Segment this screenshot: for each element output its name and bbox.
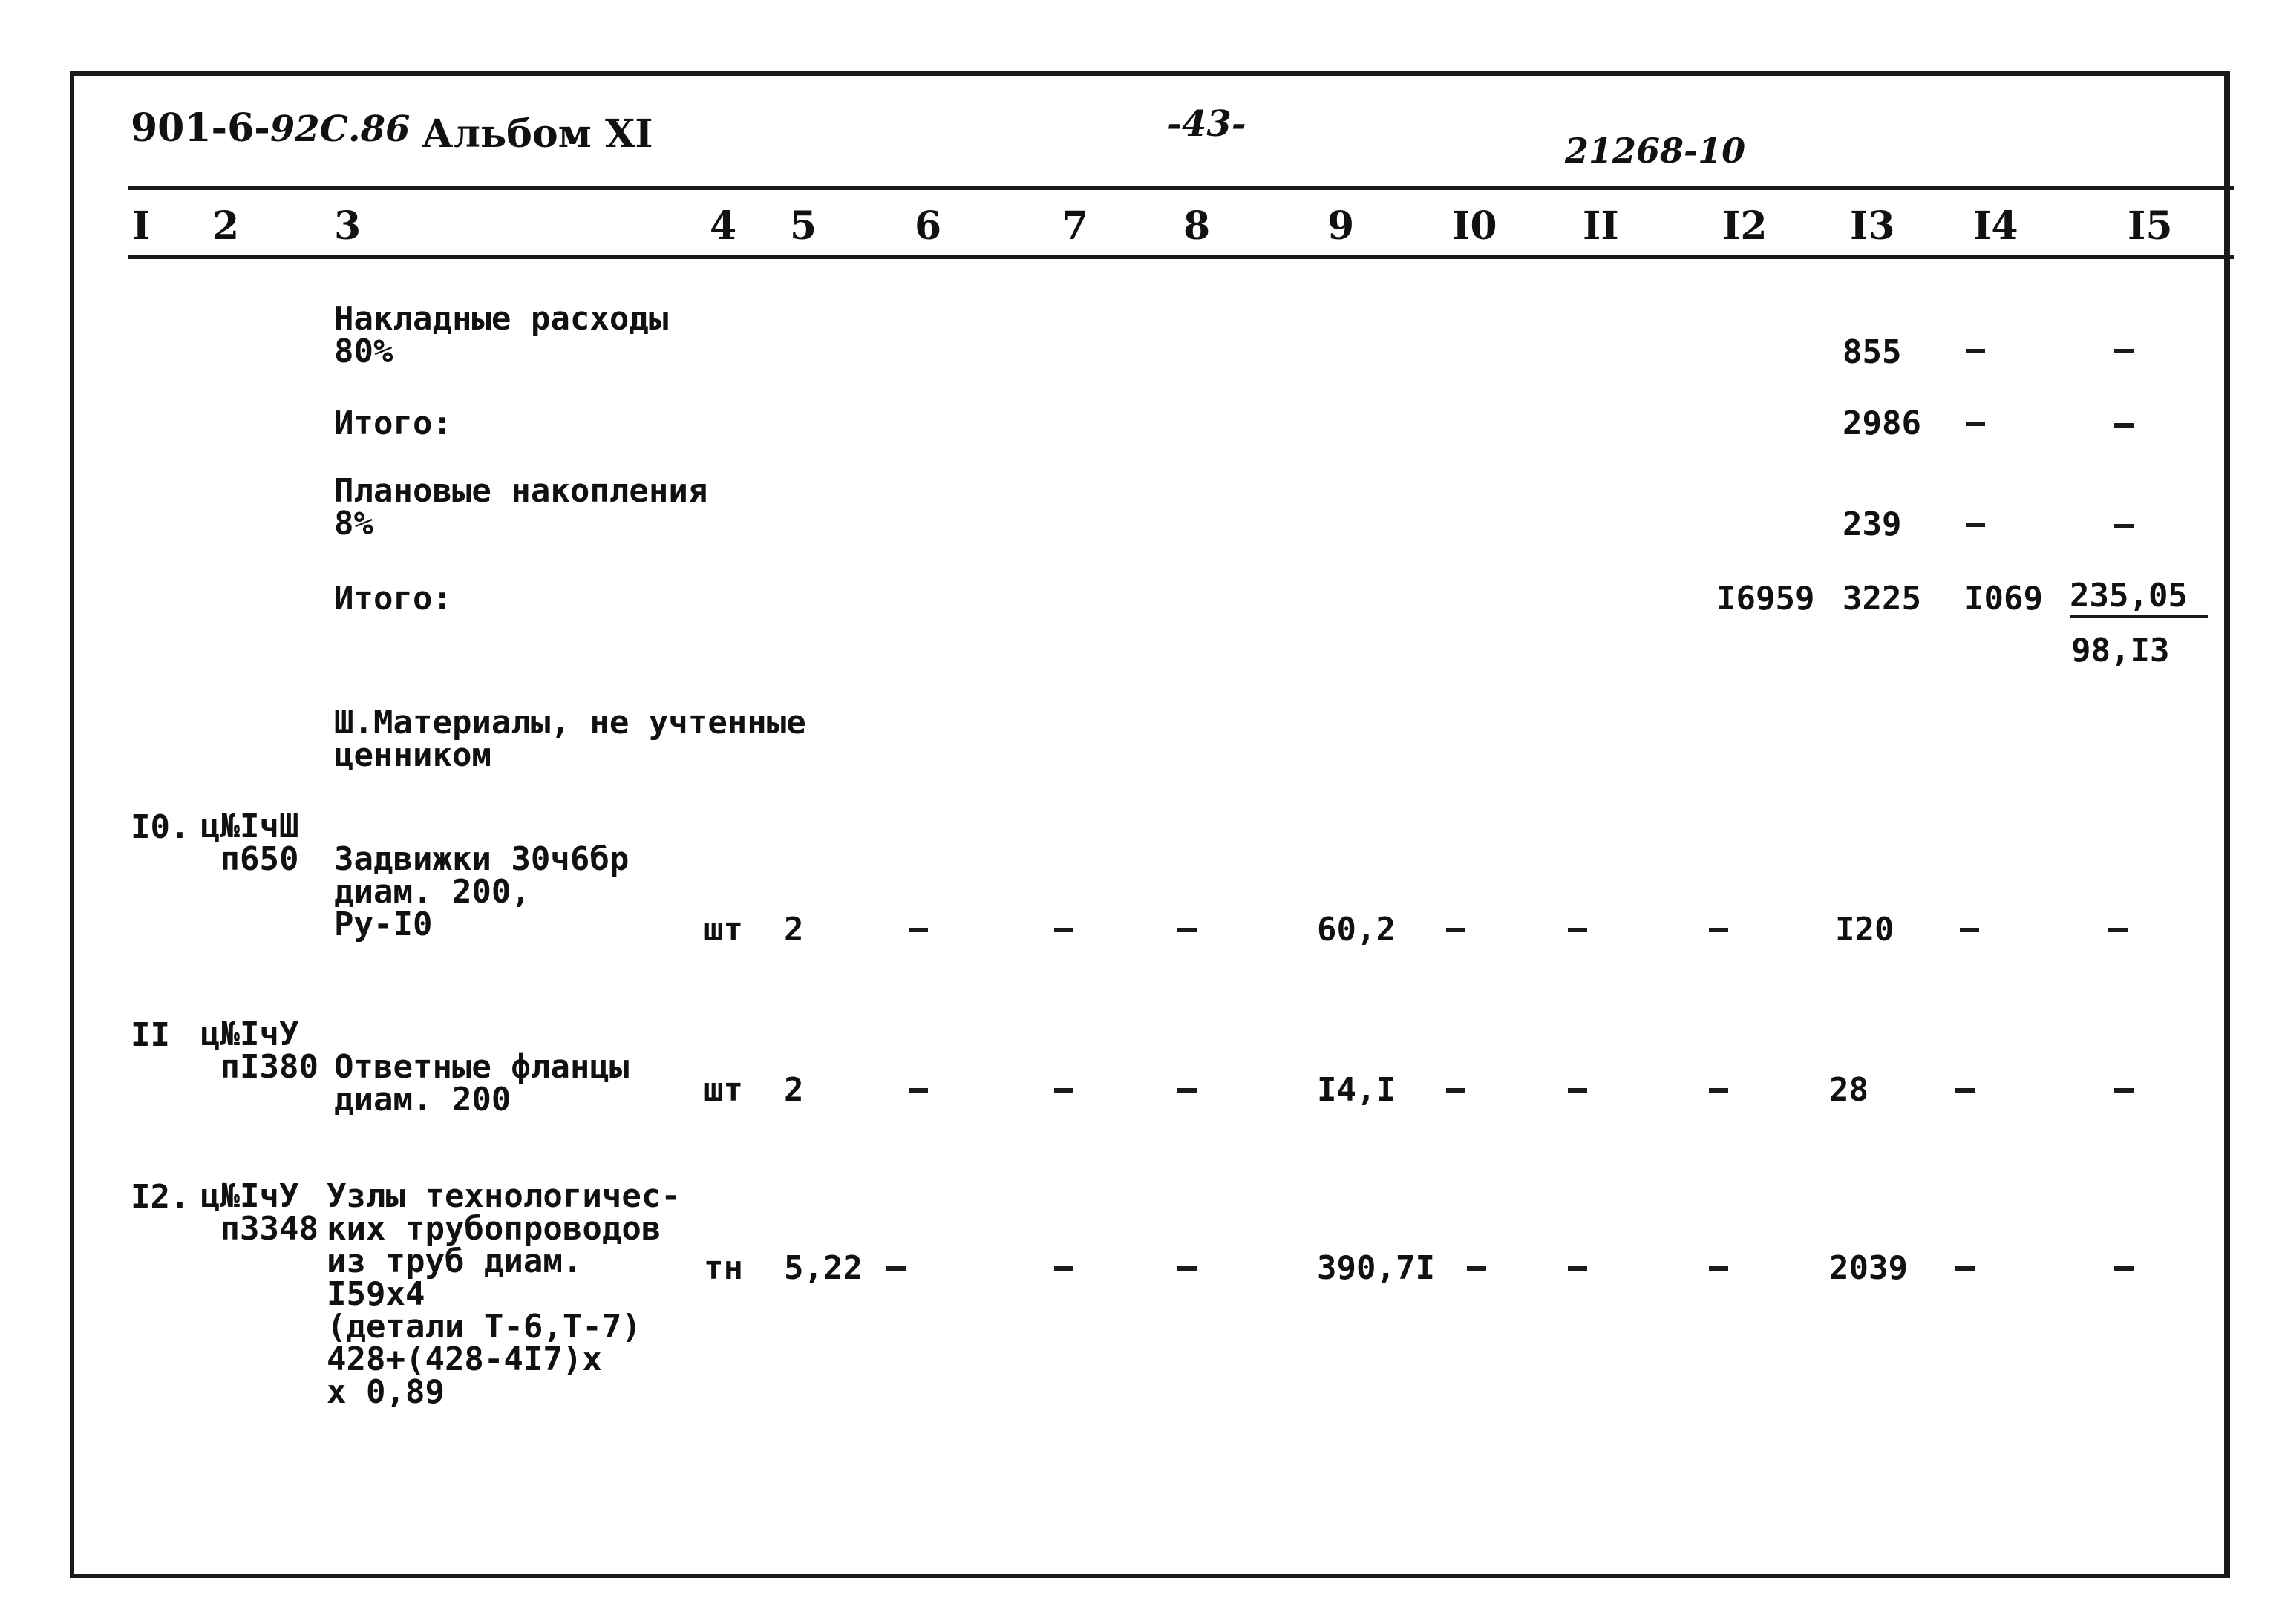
item-name: Ответные фланцы диам. 200 [334,1048,630,1119]
archive-stamp: 21268-10 [1565,131,1746,171]
col6-dash [909,928,928,932]
col-15: I5 [2128,203,2173,249]
col-12: I2 [1722,203,1768,249]
col8-dash [1177,928,1197,932]
col-9: 9 [1327,203,1355,249]
unit-price: I4,I [1317,1071,1396,1109]
unit: шт [704,911,743,949]
col10-dash [1467,1266,1486,1271]
col-7: 7 [1062,203,1089,249]
col12-dash [1709,928,1728,932]
doc-code-printed: 901-6- [131,105,270,151]
col8-dash [1177,1088,1197,1093]
row-number: II [131,1016,170,1054]
quantity: 2 [784,1071,804,1109]
col-6: 6 [915,203,942,249]
col11-dash [1568,1088,1587,1093]
overhead-col14-dash [1966,349,1985,353]
total2-col15-top: 235,05 [2070,579,2208,618]
total2-col14: I069 [1964,580,2043,618]
section-title: Ш.Материалы, не учтенные ценником [334,704,806,774]
price-code: ц№IчШ п650 [200,808,299,878]
col-5: 5 [790,203,817,249]
page-number: -43- [1167,103,1246,145]
unit: тн [704,1249,743,1287]
total1-col15-dash [2114,423,2134,428]
doc-code-handwritten: 92С.86 [269,108,411,150]
unit-price: 60,2 [1317,911,1396,949]
col-1: I [132,203,151,249]
unit: шт [704,1071,743,1109]
col12-dash [1709,1266,1728,1271]
savings-col14-dash [1966,523,1985,527]
col10-dash [1446,928,1465,932]
savings-col13: 239 [1843,505,1902,543]
col7-dash [1054,1266,1073,1271]
price-code: ц№IчУ пI380 [200,1015,318,1086]
col15-dash [2114,1266,2134,1271]
overhead-label: Накладные расходы 80% [334,300,669,370]
col6-dash [909,1088,928,1093]
col-3: 3 [334,203,362,249]
row-number: I0. [131,808,190,846]
total-cost: I20 [1835,911,1894,949]
album-label: Альбом XI [422,111,653,157]
col8-dash [1177,1266,1197,1271]
col10-dash [1446,1088,1465,1093]
col6-dash [886,1266,906,1271]
doc-code [131,105,411,151]
overhead-col13: 855 [1843,333,1902,371]
col15-dash [2108,928,2128,932]
col-4: 4 [710,203,737,249]
col14-dash [1955,1088,1975,1093]
col12-dash [1709,1088,1728,1093]
quantity: 2 [784,911,804,949]
col14-dash [1960,928,1979,932]
col-10: I0 [1452,203,1497,249]
overhead-col15-dash [2114,349,2134,353]
col-8: 8 [1183,203,1211,249]
col-11: II [1583,203,1619,249]
col7-dash [1054,928,1073,932]
quantity: 5,22 [784,1249,863,1287]
item-name: Задвижки 30ч6бр диам. 200, Ру-I0 [334,840,630,943]
total-cost: 28 [1829,1071,1869,1109]
total2-col15-bottom: 98,I3 [2071,632,2170,669]
col11-dash [1568,928,1587,932]
total2-label: Итого: [334,580,452,618]
column-rule [128,255,2234,259]
col14-dash [1955,1266,1975,1271]
unit-price: 390,7I [1317,1249,1435,1287]
col15-dash [2114,1088,2134,1093]
savings-label: Плановые накопления 8% [334,472,708,543]
total1-label: Итого: [334,405,452,442]
col-13: I3 [1850,203,1895,249]
total2-col13: 3225 [1843,580,1921,618]
total1-col14-dash [1966,422,1985,426]
total2-col12: I6959 [1716,580,1815,618]
price-code: ц№IчУ п3348 [200,1177,318,1248]
savings-col15-dash [2114,524,2134,528]
col-14: I4 [1973,203,2018,249]
total1-col13: 2986 [1843,405,1921,442]
item-name: Узлы технологичес- ких трубопроводов из труб диам. I59x4 (детали Т-6,Т-7) 428+(428-4I7)x x 0,89 [327,1177,681,1411]
row-number: I2. [131,1178,190,1216]
total-cost: 2039 [1829,1249,1908,1287]
col7-dash [1054,1088,1073,1093]
header-rule [128,186,2234,190]
col-2: 2 [212,203,240,249]
col11-dash [1568,1266,1587,1271]
